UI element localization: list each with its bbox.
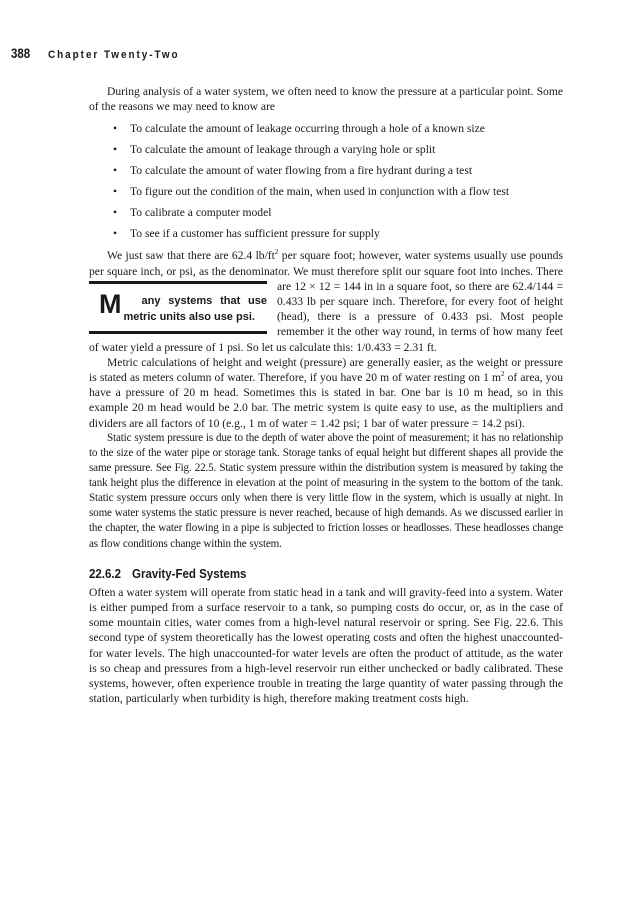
list-item: • To calculate the amount of leakage through a varying hole or split [113,143,436,157]
list-item: • To calibrate a computer model [113,206,272,220]
intro-paragraph: During analysis of a water system, we often need to know the pressure at a particular point. Some of the reasons we may need to know are [89,85,563,114]
static-pressure-paragraph: Static system pressure is due to the depth of water above the point of measurement; it has no relationship to the size of the water pipe or storage tank. Storage tanks of equal height but different shapes all provide the same pressure. See Fig. 22.5. Static system pressure within the distribution system is measured by taking the tank height plus the difference in elevation at the point of measuring in the system to the bottom of the tank. Static system pressure occurs only when there is very little flow in the system, which is usually at night. In some water systems the static pressure is never reached, because of high demands. As we discussed earlier in the chapter, the water flowing in a pipe is subjected to friction losses or headlosses. These headlosses change as flow conditions change within the system. [89,431,563,550]
pull-quote-callout [89,281,267,334]
psi-paragraph: We just saw that there are 62.4 $lb/ft^2$ per square foot; however, water systems usually use pounds per square inch, or psi, as the denominator. We must therefore split our M any systems that use metric units also use psi. square foot into inches. There are 12 × 12 = 144 in in a square foot, so there are 62.4/144 = 0.433 lb per square inch. Therefore, for every foot of height (head), there is a pressure of 0.433 psi. Most people remember it the other way round, in terms of how many feet of water yield a pressure of 1 psi. So let us calculate this: 1/0.433 = 2.31 ft. [89,248,563,354]
list-item: • To figure out the condition of the main, when used in conjunction with a flow test [113,185,510,199]
list-item: • To see if a customer has sufficient pressure for supply [113,227,380,241]
list-item: • To calculate the amount of leakage occurring through a hole of a known size [113,122,485,136]
section-title: Gravity-Fed Systems [132,566,247,581]
page-header [11,46,194,62]
reasons-list [89,122,563,242]
gravity-paragraph: Often a water system will operate from static head in a tank and will gravity-feed into a system. Water is either pumped from a surface reservoir to a tank, so pumping costs do occur, or, as in the case of some mountain cities, water comes from a high-level natural reservoir or spring. See Fig. 22.6. This second type of system theoretically has the lowest operating costs and often the highest unaccounted-for water levels. The high unaccounted-for water levels are often the product of attitude, as the water is so cheap and pressures from a high-level reservoir run either unchecked or badly calibrated. These systems, however, often experience trouble in treating the large quantity of water passing through the station, particularly when turbidity is high, therefore making treatment costs high. [89,585,563,706]
psi-section [89,248,563,354]
page-number: 388 [11,46,31,61]
section-heading [89,567,525,582]
chapter-title: Chapter Twenty-Two [47,49,180,61]
callout-dropcap: M [99,288,122,319]
page-body [89,84,563,706]
list-item: • To calculate the amount of water flowing from a fire hydrant during a test [113,164,473,178]
metric-paragraph: Metric calculations of height and weight (pressure) are generally easier, as the weight or pressure is stated as meters column of water. Therefore, if you have 20 m of water resting on 1 $m^2$ of area, you have a pressure of 20 m head. Sometimes this is stated in bar. One bar is 10 m head, so in this example 20 m head would be 2.0 bar. The metric system is quite easy to use, as the multipliers and dividers are all factors of 10 (e.g., 1 m of water = 1.42 psi; 1 bar of water pressure = 14.2 psi). [89,355,563,430]
section-number: 22.6.2 [89,566,121,581]
callout-text: any systems that use metric units also use psi. [123,294,267,323]
